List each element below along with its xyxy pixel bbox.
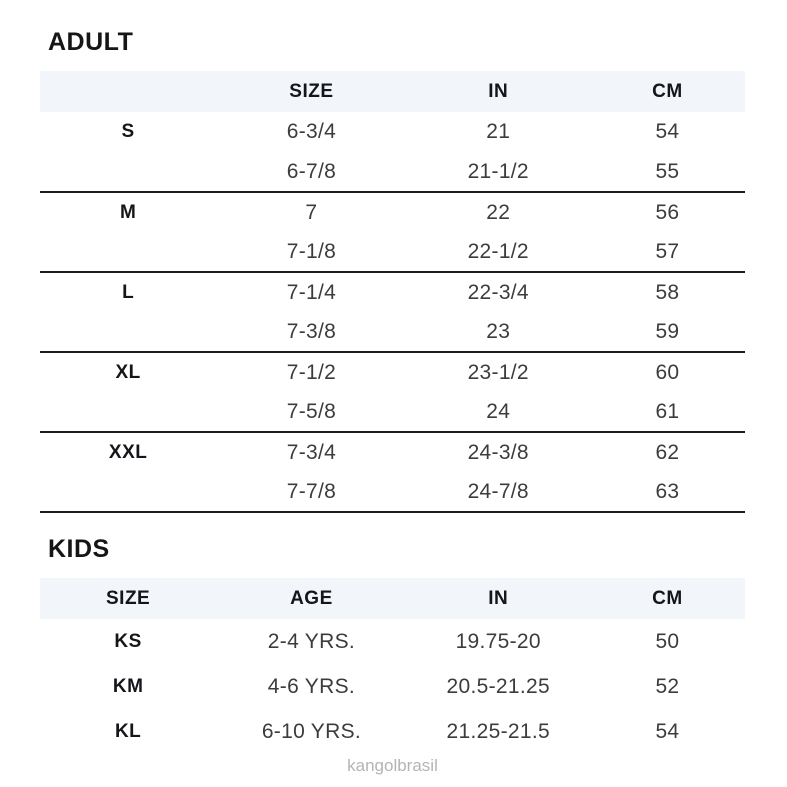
cell-cm: 60 — [655, 360, 680, 384]
cell-in: 23-1/2 — [467, 360, 529, 384]
adult-group-s — [40, 112, 745, 192]
cell-cm: 62 — [655, 440, 680, 464]
adult-group-xxl — [40, 432, 745, 512]
header-in: IN — [407, 578, 590, 619]
header-blank — [40, 71, 216, 112]
cell-cm: 55 — [590, 152, 745, 192]
header-age: AGE — [216, 578, 406, 619]
cell-size: 7 — [305, 200, 318, 224]
table-row — [40, 272, 745, 312]
adult-group-xl — [40, 352, 745, 432]
row-label-empty — [40, 472, 216, 512]
table-row — [40, 192, 745, 232]
table-row — [40, 152, 745, 192]
cell-size: 7-5/8 — [216, 392, 406, 432]
table-row — [40, 472, 745, 512]
cell-in: 22 — [486, 200, 511, 224]
cell-cm: 61 — [590, 392, 745, 432]
row-label-empty — [40, 392, 216, 432]
row-label: KS — [114, 630, 142, 652]
cell-size: 6-7/8 — [216, 152, 406, 192]
table-row — [40, 112, 745, 152]
adult-section — [40, 28, 745, 513]
cell-cm: 56 — [655, 200, 680, 224]
cell-age: 4-6 YRS. — [267, 674, 356, 698]
cell-in: 24-7/8 — [407, 472, 590, 512]
cell-size: 7-3/8 — [216, 312, 406, 352]
cell-size: 7-1/4 — [286, 280, 337, 304]
cell-in: 21.25-21.5 — [446, 719, 550, 743]
cell-cm: 50 — [655, 629, 680, 653]
cell-in: 22-1/2 — [407, 232, 590, 272]
cell-size: 7-7/8 — [216, 472, 406, 512]
cell-in: 20.5-21.25 — [446, 674, 550, 698]
cell-cm: 57 — [590, 232, 745, 272]
kids-header-row — [40, 578, 745, 619]
header-in: IN — [407, 71, 590, 112]
row-label: KM — [112, 675, 144, 697]
cell-in: 23 — [407, 312, 590, 352]
adult-header-row — [40, 71, 745, 112]
table-row — [40, 432, 745, 472]
kids-section — [40, 535, 745, 754]
cell-size: 7-1/2 — [286, 360, 337, 384]
table-row — [40, 664, 745, 709]
cell-cm: 52 — [655, 674, 680, 698]
kids-size-table — [40, 578, 745, 754]
row-label: XL — [115, 361, 141, 383]
adult-group-l — [40, 272, 745, 352]
table-row — [40, 709, 745, 754]
header-size: SIZE — [40, 578, 216, 619]
adult-group-m — [40, 192, 745, 272]
table-row — [40, 392, 745, 432]
cell-in: 24 — [407, 392, 590, 432]
cell-in: 22-3/4 — [467, 280, 529, 304]
row-label: L — [122, 281, 135, 303]
cell-cm: 58 — [655, 280, 680, 304]
row-label: KL — [114, 720, 142, 742]
cell-size: 7-1/8 — [216, 232, 406, 272]
cell-in: 21-1/2 — [407, 152, 590, 192]
brand-watermark: kangolbrasil — [347, 756, 438, 775]
adult-size-table — [40, 71, 745, 513]
row-label-empty — [40, 152, 216, 192]
table-row — [40, 352, 745, 392]
table-row — [40, 619, 745, 664]
header-size: SIZE — [216, 71, 406, 112]
cell-in: 19.75-20 — [455, 629, 541, 653]
table-row — [40, 232, 745, 272]
cell-size: 6-3/4 — [286, 120, 337, 143]
row-label: XXL — [108, 441, 148, 463]
row-label-empty — [40, 312, 216, 352]
cell-age: 2-4 YRS. — [267, 629, 356, 653]
row-label: M — [119, 201, 137, 223]
cell-in: 21 — [486, 120, 511, 143]
kids-section-title: KIDS — [48, 535, 110, 563]
cell-in: 24-3/8 — [467, 440, 529, 464]
cell-cm: 63 — [590, 472, 745, 512]
cell-cm: 59 — [590, 312, 745, 352]
row-label-empty — [40, 232, 216, 272]
cell-cm: 54 — [655, 120, 680, 143]
cell-age: 6-10 YRS. — [261, 719, 362, 743]
table-row — [40, 312, 745, 352]
header-cm: CM — [590, 578, 745, 619]
cell-cm: 54 — [655, 719, 680, 743]
row-label: S — [121, 121, 135, 142]
cell-size: 7-3/4 — [286, 440, 337, 464]
header-cm: CM — [590, 71, 745, 112]
adult-section-title: ADULT — [48, 28, 134, 56]
